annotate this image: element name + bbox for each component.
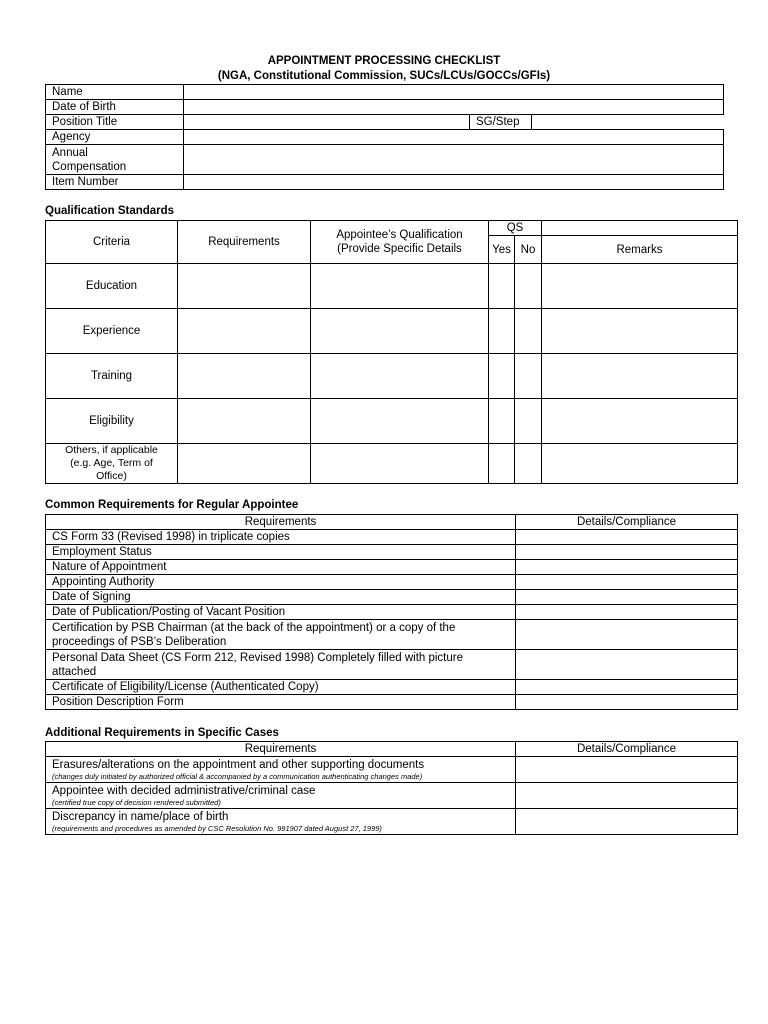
common-req-position-description: Position Description Form [46, 695, 516, 710]
common-req-psb-certification: Certification by PSB Chairman (at the back of the appointment) or a copy of the proceedings of PSB’s Deliberation [46, 620, 516, 650]
others-remarks[interactable] [542, 444, 738, 484]
education-qualification[interactable] [311, 264, 489, 309]
eligibility-requirements[interactable] [178, 399, 311, 444]
additional-req-erasures [46, 757, 516, 783]
common-req-date-of-signing: Date of Signing [46, 590, 516, 605]
others-no[interactable] [515, 444, 542, 484]
col-criteria: Criteria [46, 221, 178, 264]
training-qualification[interactable] [311, 354, 489, 399]
additional-details-decided-case[interactable] [516, 783, 738, 809]
criteria-experience: Experience [46, 309, 178, 354]
others-yes[interactable] [489, 444, 515, 484]
criteria-education: Education [46, 264, 178, 309]
additional-requirements-heading: Additional Requirements in Specific Cases [45, 727, 279, 739]
training-no[interactable] [515, 354, 542, 399]
experience-no[interactable] [515, 309, 542, 354]
common-req-cs-form-33: CS Form 33 (Revised 1998) in triplicate copies [46, 530, 516, 545]
education-remarks[interactable] [542, 264, 738, 309]
personal-info-table [45, 84, 724, 190]
col-qs: QS [489, 221, 542, 236]
name-label: Name [46, 85, 184, 100]
decided-case-label: Appointee with decided administrative/criminal case [52, 784, 316, 797]
experience-requirements[interactable] [178, 309, 311, 354]
experience-remarks[interactable] [542, 309, 738, 354]
annual-compensation-label [46, 145, 184, 175]
others-requirements[interactable] [178, 444, 311, 484]
discrepancy-label: Discrepancy in name/place of birth [52, 810, 229, 823]
common-req-certificate-eligibility: Certificate of Eligibility/License (Authenticated Copy) [46, 680, 516, 695]
training-remarks[interactable] [542, 354, 738, 399]
agency-label: Agency [46, 130, 184, 145]
additional-req-decided-case [46, 783, 516, 809]
col-yes: Yes [489, 236, 515, 264]
annual-compensation-field[interactable] [184, 145, 724, 175]
common-details-psb-certification[interactable] [516, 620, 738, 650]
eligibility-qualification[interactable] [311, 399, 489, 444]
col-qualification-line1: Appointee’s Qualification [336, 229, 463, 241]
col-appointee-qualification [311, 221, 489, 264]
education-requirements[interactable] [178, 264, 311, 309]
common-details-employment-status[interactable] [516, 545, 738, 560]
decided-case-note: (certified true copy of decision rendered submitted) [52, 797, 221, 807]
annual-compensation-line1: Annual [52, 146, 88, 159]
document-title: APPOINTMENT PROCESSING CHECKLIST [267, 55, 501, 67]
dob-field[interactable] [184, 100, 724, 115]
common-details-personal-data-sheet[interactable] [516, 650, 738, 680]
col-qualification-line2: (Provide Specific Details [337, 243, 462, 255]
education-yes[interactable] [489, 264, 515, 309]
additional-details-discrepancy[interactable] [516, 809, 738, 835]
common-requirements-heading: Common Requirements for Regular Appointee [45, 499, 299, 511]
position-title-field[interactable] [184, 115, 470, 130]
common-details-date-of-signing[interactable] [516, 590, 738, 605]
qualification-standards-heading: Qualification Standards [45, 205, 175, 217]
common-col-requirements: Requirements [46, 515, 516, 530]
additional-col-details: Details/Compliance [516, 742, 738, 757]
col-no: No [515, 236, 542, 264]
item-number-field[interactable] [184, 175, 724, 190]
additional-details-erasures[interactable] [516, 757, 738, 783]
additional-requirements-table [45, 741, 738, 835]
common-col-details: Details/Compliance [516, 515, 738, 530]
common-requirements-table [45, 514, 738, 710]
common-details-nature-of-appointment[interactable] [516, 560, 738, 575]
training-requirements[interactable] [178, 354, 311, 399]
criteria-eligibility: Eligibility [46, 399, 178, 444]
erasures-label: Erasures/alterations on the appointment and other supporting documents [52, 758, 425, 771]
common-req-employment-status: Employment Status [46, 545, 516, 560]
position-title-label: Position Title [46, 115, 184, 130]
erasures-note: (changes duly initiated by authorized official & accompanied by a communication authenticating changes made) [52, 771, 423, 781]
name-field[interactable] [184, 85, 724, 100]
criteria-training: Training [46, 354, 178, 399]
criteria-others: Others, if applicable (e.g. Age, Term of Office) [46, 444, 178, 484]
agency-field[interactable] [184, 130, 724, 145]
eligibility-no[interactable] [515, 399, 542, 444]
sg-step-label: SG/Step [470, 115, 532, 130]
common-req-appointing-authority: Appointing Authority [46, 575, 516, 590]
common-req-personal-data-sheet: Personal Data Sheet (CS Form 212, Revised 1998) Completely filled with picture attached [46, 650, 516, 680]
common-details-certificate-eligibility[interactable] [516, 680, 738, 695]
additional-req-discrepancy [46, 809, 516, 835]
common-details-date-of-publication[interactable] [516, 605, 738, 620]
experience-yes[interactable] [489, 309, 515, 354]
others-qualification[interactable] [311, 444, 489, 484]
common-details-position-description[interactable] [516, 695, 738, 710]
common-details-appointing-authority[interactable] [516, 575, 738, 590]
eligibility-yes[interactable] [489, 399, 515, 444]
document-subtitle: (NGA, Constitutional Commission, SUCs/LCUs/GOCCs/GFIs) [217, 70, 551, 82]
experience-qualification[interactable] [311, 309, 489, 354]
dob-label: Date of Birth [46, 100, 184, 115]
discrepancy-note: (requirements and procedures as amended by CSC Resolution No. 991907 dated August 27, 1999) [52, 823, 382, 833]
col-requirements: Requirements [178, 221, 311, 264]
qualification-standards-table [45, 220, 738, 484]
col-remarks: Remarks [542, 236, 738, 264]
eligibility-remarks[interactable] [542, 399, 738, 444]
training-yes[interactable] [489, 354, 515, 399]
item-number-label: Item Number [46, 175, 184, 190]
common-req-date-of-publication: Date of Publication/Posting of Vacant Position [46, 605, 516, 620]
col-remarks-top [542, 221, 738, 236]
common-details-cs-form-33[interactable] [516, 530, 738, 545]
common-req-nature-of-appointment: Nature of Appointment [46, 560, 516, 575]
additional-col-requirements: Requirements [46, 742, 516, 757]
sg-step-field[interactable] [532, 115, 724, 130]
education-no[interactable] [515, 264, 542, 309]
annual-compensation-line2: Compensation [52, 160, 127, 173]
